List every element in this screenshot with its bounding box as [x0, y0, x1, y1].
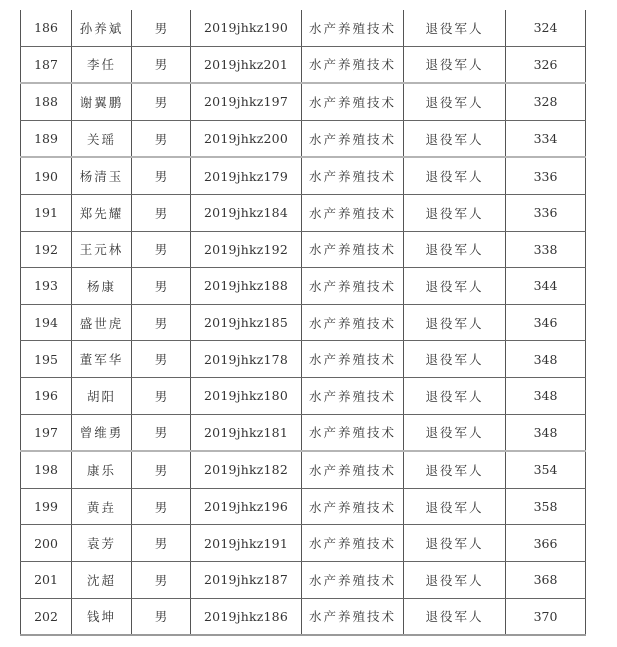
- cell-seq: 195: [21, 341, 72, 378]
- table-row: [21, 157, 586, 194]
- table-row: [21, 120, 586, 157]
- cell-candidate-id: 2019jhkz179: [191, 157, 302, 194]
- cell-category: 退役军人: [404, 83, 506, 120]
- cell-gender: 男: [132, 414, 191, 451]
- cell-name: 谢翼鹏: [72, 83, 132, 120]
- cell-score: 346: [506, 304, 586, 341]
- cell-score: 326: [506, 46, 586, 83]
- cell-gender: 男: [132, 268, 191, 305]
- cell-candidate-id: 2019jhkz180: [191, 377, 302, 414]
- cell-major: 水产养殖技术: [302, 304, 404, 341]
- cell-category: 退役军人: [404, 10, 506, 46]
- cell-score: 348: [506, 341, 586, 378]
- cell-candidate-id: 2019jhkz178: [191, 341, 302, 378]
- cell-major: 水产养殖技术: [302, 598, 404, 635]
- roster-table-body: [21, 10, 586, 635]
- cell-score: 370: [506, 598, 586, 635]
- cell-category: 退役军人: [404, 194, 506, 231]
- cell-seq: 201: [21, 561, 72, 598]
- cell-major: 水产养殖技术: [302, 561, 404, 598]
- cell-major: 水产养殖技术: [302, 194, 404, 231]
- cell-name: 郑先耀: [72, 194, 132, 231]
- cell-gender: 男: [132, 598, 191, 635]
- cell-gender: 男: [132, 10, 191, 46]
- cell-name: 董军华: [72, 341, 132, 378]
- cell-seq: 187: [21, 46, 72, 83]
- cell-score: 368: [506, 561, 586, 598]
- cell-seq: 198: [21, 451, 72, 488]
- cell-major: 水产养殖技术: [302, 46, 404, 83]
- cell-gender: 男: [132, 488, 191, 525]
- cell-name: 袁芳: [72, 525, 132, 562]
- cell-seq: 186: [21, 10, 72, 46]
- cell-candidate-id: 2019jhkz196: [191, 488, 302, 525]
- table-row: [21, 377, 586, 414]
- table-row: [21, 304, 586, 341]
- cell-category: 退役军人: [404, 598, 506, 635]
- cell-gender: 男: [132, 377, 191, 414]
- cell-gender: 男: [132, 194, 191, 231]
- cell-seq: 202: [21, 598, 72, 635]
- table-row: [21, 46, 586, 83]
- cell-name: 李任: [72, 46, 132, 83]
- cell-score: 348: [506, 414, 586, 451]
- cell-major: 水产养殖技术: [302, 10, 404, 46]
- cell-name: 康乐: [72, 451, 132, 488]
- table-row: [21, 10, 586, 46]
- cell-seq: 193: [21, 268, 72, 305]
- cell-seq: 188: [21, 83, 72, 120]
- table-row: [21, 83, 586, 120]
- cell-category: 退役军人: [404, 488, 506, 525]
- cell-category: 退役军人: [404, 561, 506, 598]
- cell-score: 354: [506, 451, 586, 488]
- table-row: [21, 414, 586, 451]
- cell-major: 水产养殖技术: [302, 231, 404, 268]
- cell-category: 退役军人: [404, 157, 506, 194]
- cell-score: 328: [506, 83, 586, 120]
- cell-gender: 男: [132, 451, 191, 488]
- cell-category: 退役军人: [404, 304, 506, 341]
- cell-seq: 190: [21, 157, 72, 194]
- cell-major: 水产养殖技术: [302, 525, 404, 562]
- cell-seq: 194: [21, 304, 72, 341]
- table-row: [21, 194, 586, 231]
- table-row: [21, 561, 586, 598]
- cell-major: 水产养殖技术: [302, 157, 404, 194]
- cell-seq: 191: [21, 194, 72, 231]
- cell-score: 338: [506, 231, 586, 268]
- cell-seq: 189: [21, 120, 72, 157]
- cell-gender: 男: [132, 157, 191, 194]
- cell-category: 退役军人: [404, 525, 506, 562]
- cell-major: 水产养殖技术: [302, 120, 404, 157]
- table-row: [21, 268, 586, 305]
- cell-candidate-id: 2019jhkz185: [191, 304, 302, 341]
- cell-candidate-id: 2019jhkz191: [191, 525, 302, 562]
- cell-score: 348: [506, 377, 586, 414]
- roster-table-container: [20, 10, 586, 636]
- table-row: [21, 598, 586, 635]
- cell-name: 黄垚: [72, 488, 132, 525]
- cell-candidate-id: 2019jhkz200: [191, 120, 302, 157]
- cell-name: 盛世虎: [72, 304, 132, 341]
- cell-name: 王元林: [72, 231, 132, 268]
- table-row: [21, 341, 586, 378]
- cell-category: 退役军人: [404, 268, 506, 305]
- cell-name: 杨康: [72, 268, 132, 305]
- cell-gender: 男: [132, 46, 191, 83]
- cell-major: 水产养殖技术: [302, 451, 404, 488]
- cell-name: 沈超: [72, 561, 132, 598]
- cell-major: 水产养殖技术: [302, 414, 404, 451]
- cell-gender: 男: [132, 341, 191, 378]
- cell-name: 曾维勇: [72, 414, 132, 451]
- cell-category: 退役军人: [404, 46, 506, 83]
- cell-candidate-id: 2019jhkz192: [191, 231, 302, 268]
- cell-major: 水产养殖技术: [302, 268, 404, 305]
- cell-name: 胡阳: [72, 377, 132, 414]
- cell-name: 孙养斌: [72, 10, 132, 46]
- cell-seq: 197: [21, 414, 72, 451]
- cell-candidate-id: 2019jhkz197: [191, 83, 302, 120]
- cell-gender: 男: [132, 120, 191, 157]
- table-row: [21, 488, 586, 525]
- table-row: [21, 451, 586, 488]
- cell-gender: 男: [132, 304, 191, 341]
- cell-score: 336: [506, 194, 586, 231]
- cell-name: 杨清玉: [72, 157, 132, 194]
- table-row: [21, 525, 586, 562]
- cell-score: 358: [506, 488, 586, 525]
- roster-table: [20, 10, 586, 636]
- cell-candidate-id: 2019jhkz182: [191, 451, 302, 488]
- cell-major: 水产养殖技术: [302, 488, 404, 525]
- cell-candidate-id: 2019jhkz186: [191, 598, 302, 635]
- cell-candidate-id: 2019jhkz181: [191, 414, 302, 451]
- cell-category: 退役军人: [404, 451, 506, 488]
- cell-candidate-id: 2019jhkz190: [191, 10, 302, 46]
- cell-candidate-id: 2019jhkz187: [191, 561, 302, 598]
- cell-major: 水产养殖技术: [302, 341, 404, 378]
- cell-category: 退役军人: [404, 341, 506, 378]
- cell-gender: 男: [132, 83, 191, 120]
- cell-category: 退役军人: [404, 120, 506, 157]
- cell-score: 366: [506, 525, 586, 562]
- cell-category: 退役军人: [404, 414, 506, 451]
- cell-score: 324: [506, 10, 586, 46]
- cell-seq: 192: [21, 231, 72, 268]
- cell-name: 关瑶: [72, 120, 132, 157]
- cell-category: 退役军人: [404, 231, 506, 268]
- cell-seq: 200: [21, 525, 72, 562]
- cell-score: 334: [506, 120, 586, 157]
- cell-candidate-id: 2019jhkz188: [191, 268, 302, 305]
- cell-score: 336: [506, 157, 586, 194]
- cell-gender: 男: [132, 525, 191, 562]
- cell-seq: 196: [21, 377, 72, 414]
- cell-candidate-id: 2019jhkz201: [191, 46, 302, 83]
- table-row: [21, 231, 586, 268]
- cell-candidate-id: 2019jhkz184: [191, 194, 302, 231]
- cell-major: 水产养殖技术: [302, 83, 404, 120]
- cell-gender: 男: [132, 561, 191, 598]
- cell-category: 退役军人: [404, 377, 506, 414]
- cell-seq: 199: [21, 488, 72, 525]
- cell-name: 钱坤: [72, 598, 132, 635]
- cell-gender: 男: [132, 231, 191, 268]
- cell-major: 水产养殖技术: [302, 377, 404, 414]
- cell-score: 344: [506, 268, 586, 305]
